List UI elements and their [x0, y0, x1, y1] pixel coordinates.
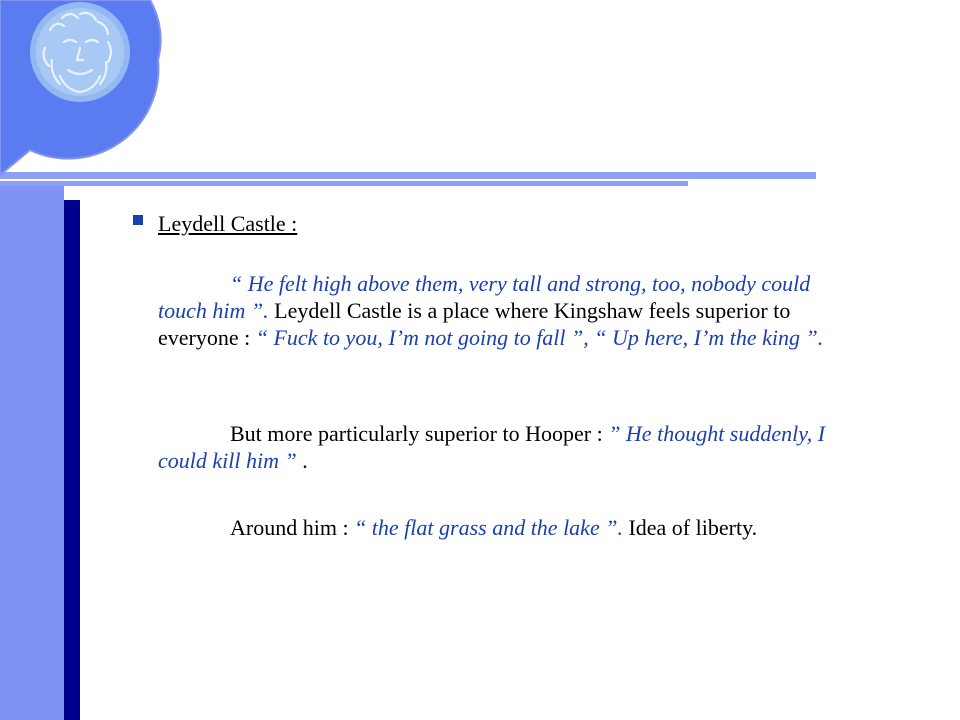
paragraph-text: Leydell Castle is a place where Kingshaw feels superior to everyone :: [158, 298, 791, 350]
paragraph-castle: [158, 270, 848, 351]
face-medallion-icon: [0, 0, 170, 175]
paragraph-liberty: [158, 514, 848, 541]
quote-king: “ Fuck to you, I’m not going to fall ”, “ Up here, I’m the king ”.: [255, 325, 824, 350]
slide-heading: Leydell Castle :: [158, 211, 298, 236]
square-bullet-icon: [133, 215, 143, 225]
quote-kill-him: ” He thought suddenly, I could kill him ”: [158, 421, 826, 473]
quote-grass-lake: “ the flat grass and the lake ”.: [354, 515, 623, 540]
header-rule-lower: [0, 181, 688, 186]
paragraph-text: Around him :: [230, 515, 355, 540]
quote-high-above: “ He felt high above them, very tall and strong, too, nobody could touch him ”.: [158, 271, 811, 323]
paragraph-text: Idea of liberty.: [622, 515, 758, 540]
paragraph-text: .: [296, 448, 308, 473]
paragraph-hooper: [158, 420, 848, 474]
sidebar-dark-bar: [64, 200, 80, 720]
sidebar-light-bar: [0, 186, 64, 720]
paragraph-text: But more particularly superior to Hooper :: [230, 421, 609, 446]
